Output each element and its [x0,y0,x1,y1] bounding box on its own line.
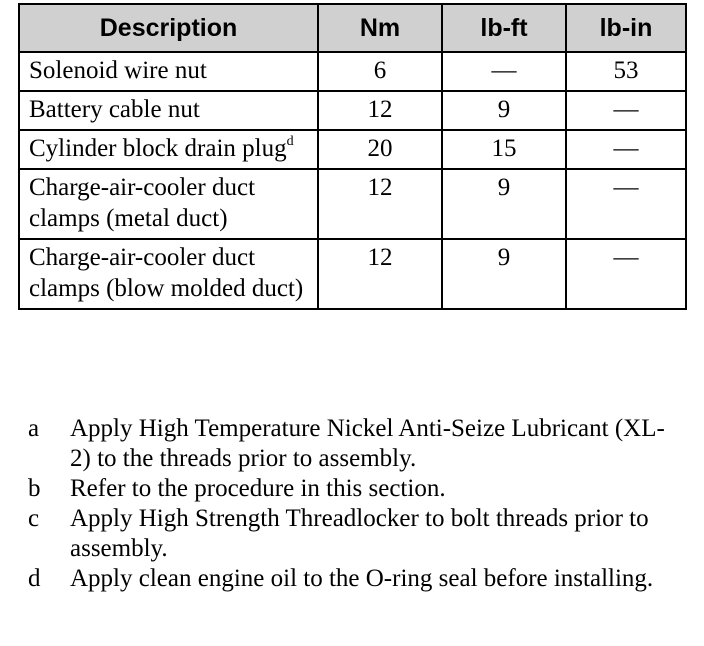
header-description: Description [19,4,318,52]
cell-description [19,239,318,309]
footnote-letter: c [28,505,40,532]
description-text: Charge-air-cooler duct clamps (metal duct) [29,174,256,232]
footnote-letter: a [28,415,40,442]
footnote-item [28,564,678,594]
table-row [19,169,686,239]
table-row [19,239,686,309]
cell-lbin: — [566,239,686,309]
torque-spec-table [18,3,687,310]
cell-lbft: 9 [442,169,566,239]
cell-lbin: 53 [566,52,686,91]
table-row [19,52,686,91]
cell-lbft: 15 [442,130,566,169]
footnotes-list [28,414,678,594]
footnote-item [28,504,678,564]
footnote-letter: b [28,475,41,502]
cell-nm: 12 [318,169,442,239]
cell-lbin: — [566,169,686,239]
cell-nm: 12 [318,91,442,130]
cell-description [19,52,318,91]
footnote-text: Apply High Temperature Nickel Anti-Seize Lubricant (XL-2) to the threads prior to assembly. [70,415,665,472]
footnote-ref: d [286,133,294,149]
cell-lbin: — [566,91,686,130]
cell-description [19,130,318,169]
table-header-row [19,4,686,52]
description-text: Cylinder block drain plug [29,135,287,162]
footnote-text: Apply clean engine oil to the O-ring seal before installing. [70,565,654,592]
cell-lbin: — [566,130,686,169]
footnote-text: Refer to the procedure in this section. [70,475,446,502]
header-lbin: lb-in [566,4,686,52]
cell-lbft: 9 [442,239,566,309]
table-row [19,130,686,169]
description-text: Battery cable nut [29,96,200,123]
cell-nm: 20 [318,130,442,169]
cell-nm: 6 [318,52,442,91]
footnote-text: Apply High Strength Threadlocker to bolt threads prior to assembly. [70,505,649,562]
header-nm: Nm [318,4,442,52]
cell-description [19,91,318,130]
cell-nm: 12 [318,239,442,309]
table-row [19,91,686,130]
footnote-item [28,474,678,504]
cell-lbft: 9 [442,91,566,130]
description-text: Solenoid wire nut [29,57,207,84]
cell-description [19,169,318,239]
description-text: Charge-air-cooler duct clamps (blow molded duct) [29,244,304,302]
cell-lbft: — [442,52,566,91]
footnote-item [28,414,678,474]
header-lbft: lb-ft [442,4,566,52]
footnote-letter: d [28,565,41,592]
